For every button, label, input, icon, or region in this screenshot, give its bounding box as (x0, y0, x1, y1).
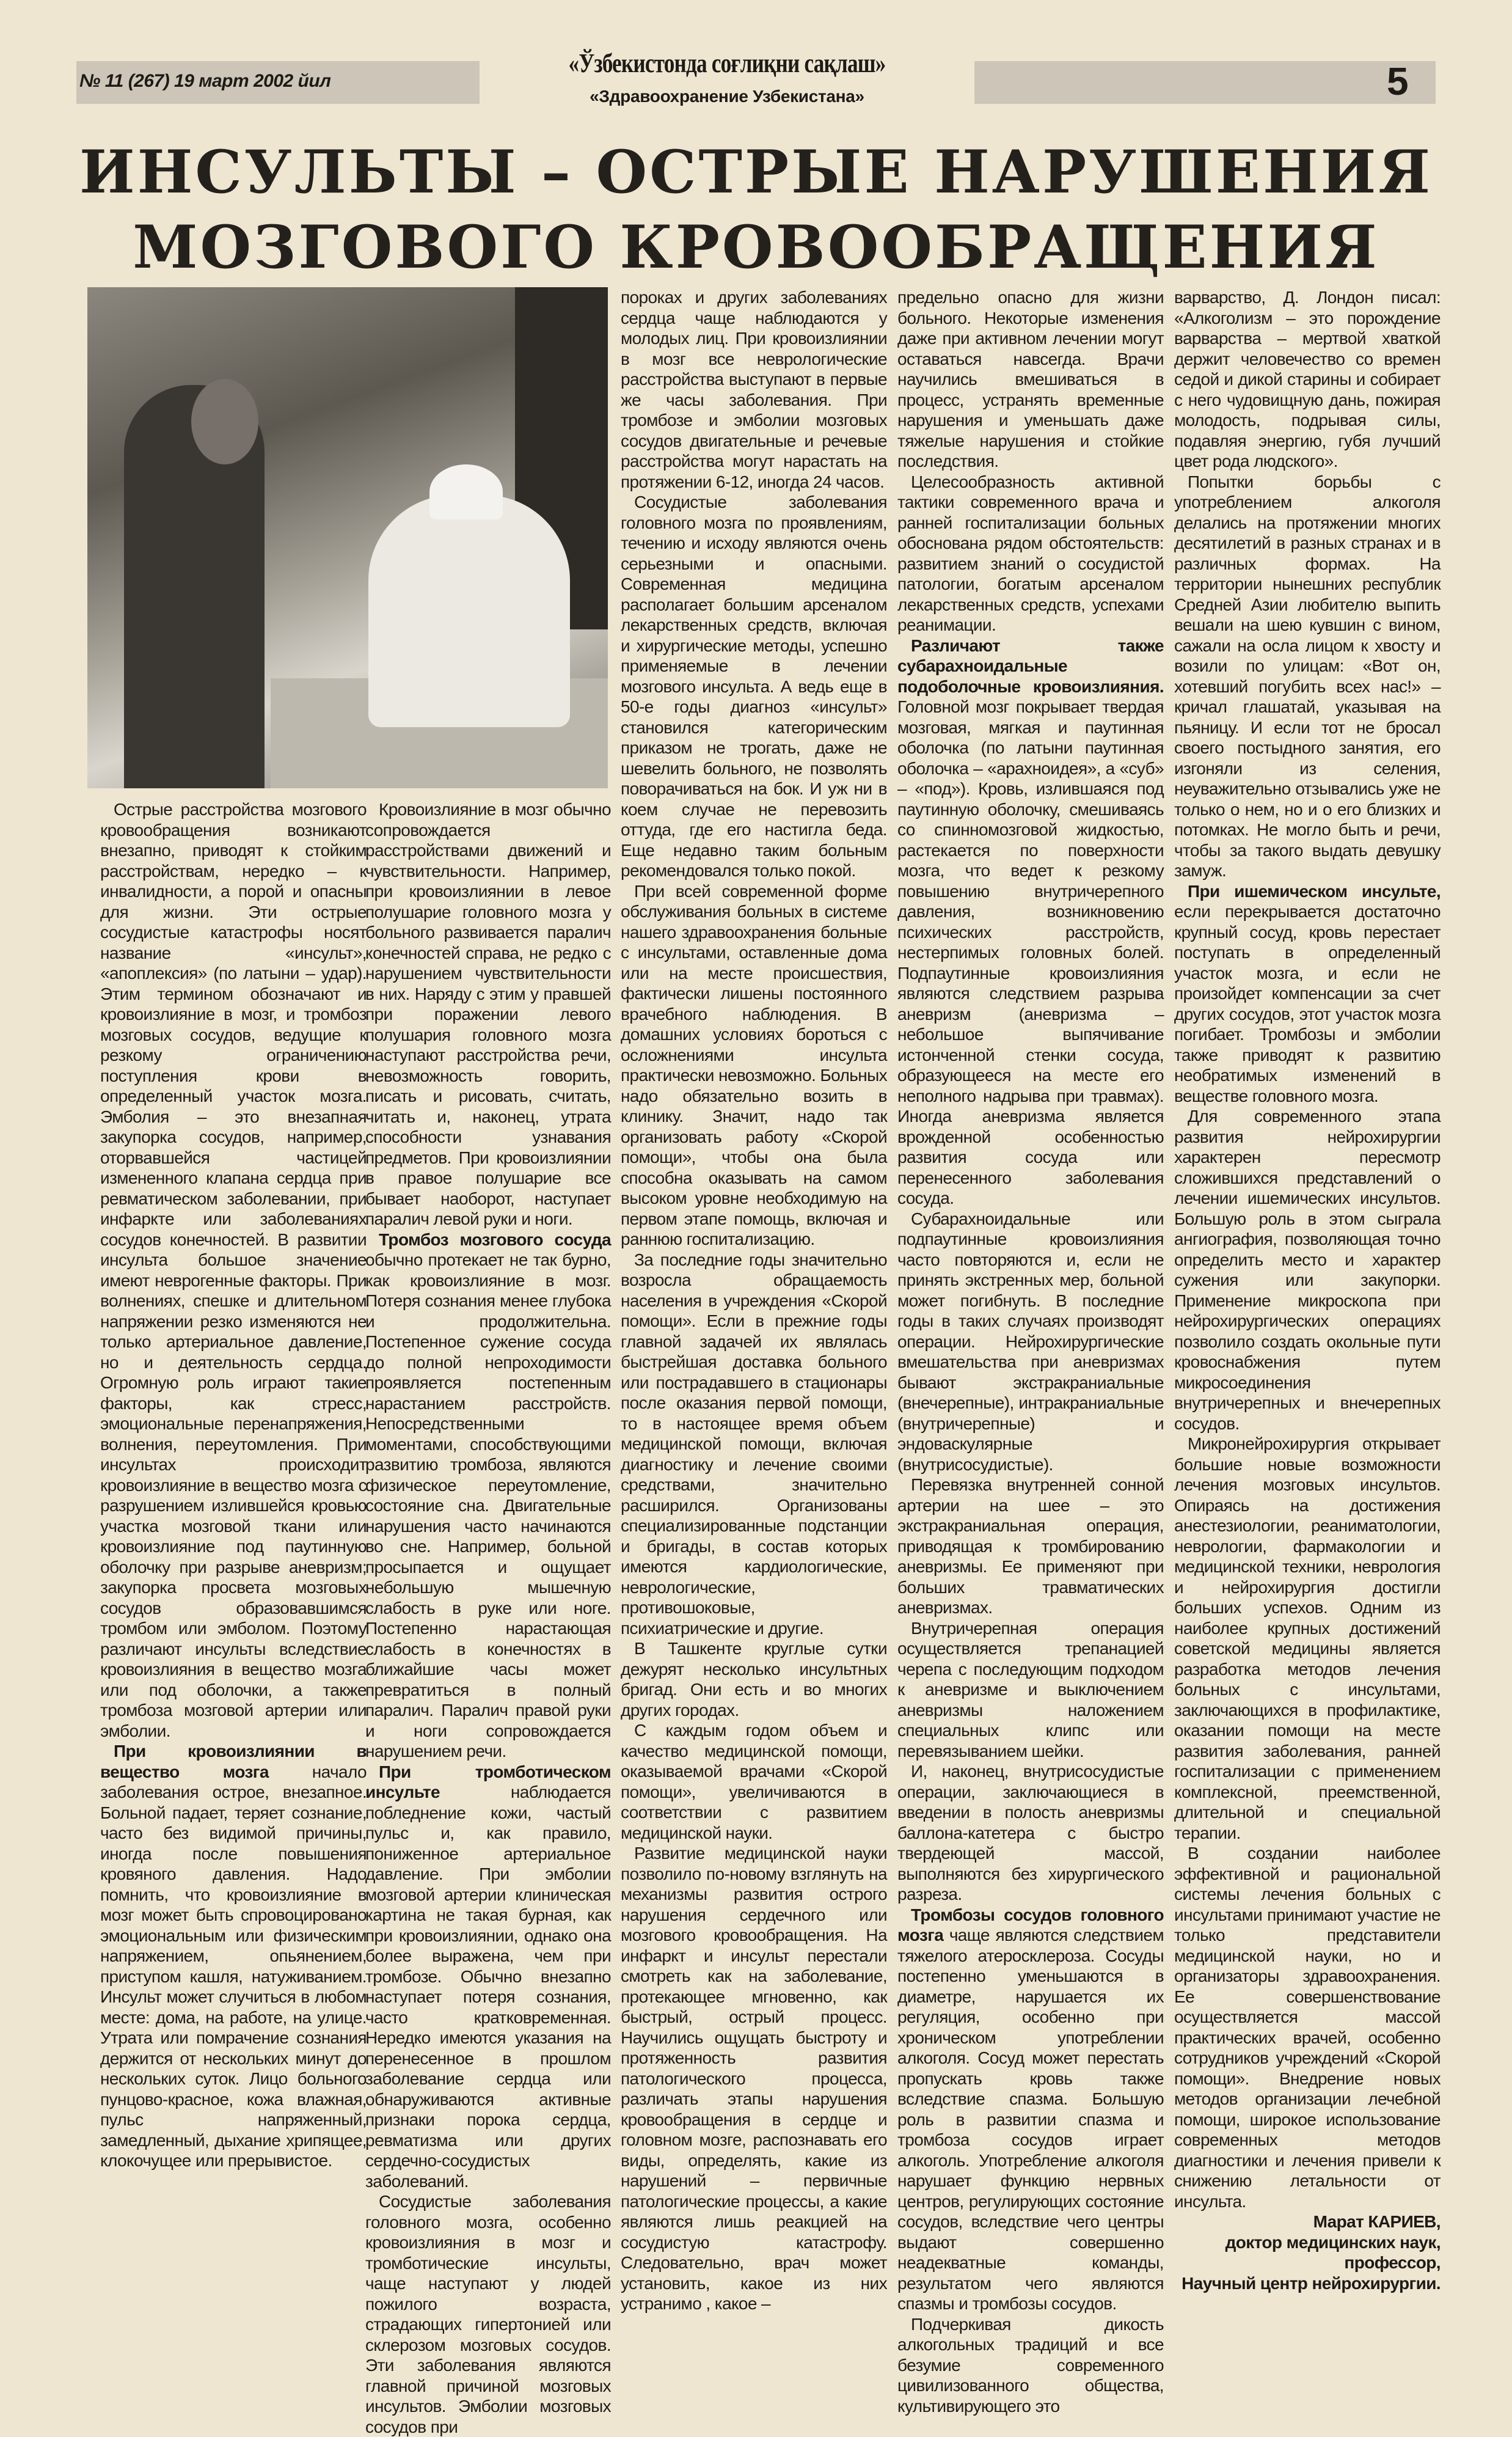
article-paragraph (897, 1761, 1164, 1905)
author-signature-line: доктор медицинских наук, профессор, (1225, 2232, 1441, 2272)
paragraph-text: чаще являются следствием тяжелого атеросклероза. Сосуды постепенно уменьшаются в диаметре, нарушается их регуляция, особенно при хроническом употреблении алкоголя. Сосуд может перестать пропускать кровь также вследствие спазма. Большую роль в развитии спазма и тромбоза сосудов играет алкоголь. Употребление алкоголя нарушает функцию нервных центров, регулирующих состояние сосудов, вследствие чего центры выдают совершенно неадекватные команды, результатом чего являются спазмы и тромбозы сосудов. (897, 1926, 1164, 2313)
masthead-uzbek: «Ўзбекистонда соғлиқни сақлаш» (568, 48, 886, 78)
article-paragraph (100, 799, 367, 1741)
article-paragraph (1174, 1843, 1441, 2212)
paragraph-text: Сосудистые заболевания головного мозга, особенно кровоизлияния в мозг и тромботические инсульты, чаще наступают у людей пожилого возраста, страдающих гипертонией или склерозом мозговых сосудов. Эти заболевания являются главной причиной мозговых инсультов. Эмболии мозговых сосудов при (365, 2192, 611, 2436)
article-paragraph (897, 1209, 1164, 1475)
paragraph-text: начало заболевания острое, внезапное. Больной падает, теряет сознание, часто без видимой причины, иногда после повышения кровяного давления. Надо помнить, что кровоизлияние в мозг может быть спровоцировано эмоциональным или физическим напряжением, опьянением, приступом кашля, натуживанием. Инсульт может случиться в любом месте: дома, на работе, на улице. Утрата или помрачение сознания держится от нескольких минут до нескольких суток. Лицо больного пунцово-красное, кожа влажная, пульс напряженный, замедленный, дыхание хрипящее, клокочущее или прерывистое. (100, 1762, 367, 2170)
paragraph-text: Головной мозг покрывает твердая мозговая, мягкая и паутинная оболочка (по латыни паутинная оболочка – «арахноидея», а «суб» – «под»). Кровь, излившаяся под паутинную оболочку, смешиваясь со спинномозговой жидкостью, растекается по поверхности мозга, что ведет к резкому повышению внутричерепного давления, возникновению психических расстройств, нестерпимых головных болей. Подпаутинные кровоизлияния являются следствием разрыва аневризм (аневризма – небольшое выпячивание истонченной стенки сосуда, образующееся на месте его неполного надрыва при травмах). Иногда аневризма является врожденной особенностью развития сосуда или перенесенного заболевания сосуда. (897, 697, 1164, 1208)
masthead-russian: «Здравоохранение Узбекистана» (590, 87, 864, 106)
paragraph-lead-bold: Тромбозы сосудов головного мозга (897, 1905, 1164, 1944)
paragraph-text: И, наконец, внутрисосудистые операции, заключающиеся в введении в полость аневризмы баллона-катетера с быстро твердеющей массой, выполняются без хирургического разреза. (897, 1762, 1164, 1904)
article-paragraph (365, 2191, 611, 2437)
paragraph-text: если перекрывается достаточно крупный сосуд, кровь перестает поступать в определенный участок мозга, и если не произойдет компенсации за счет других сосудов, этот участок мозга погибает. Тромбозы и эмболии также приводят к развитию необратимых изменений в веществе головного мозга. (1174, 902, 1441, 1105)
paragraph-text: варварство, Д. Лондон писал: «Алкоголизм – это порождение варварства – мертвой хваткой держит человечество со времен седой и дикой старины и собирает с него чудовищную дань, пожирая молодость, подрывая силы, подавляя энергию, губя лучший цвет рода людского». (1174, 288, 1441, 471)
article-paragraph (621, 1638, 887, 1720)
article-paragraph (621, 1250, 887, 1639)
paragraph-text: В Ташкенте круглые сутки дежурят несколько инсультных бригад. Они есть и во многих других городах. (621, 1639, 887, 1720)
article-paragraph (621, 1843, 887, 2314)
article-paragraph (1174, 287, 1441, 472)
article-paragraph (897, 1905, 1164, 2314)
paragraph-text: пороках и других заболеваниях сердца чаще наблюдаются у молодых лиц. При кровоизлиянии в мозг все неврологические расстройства выступают в первые же часы заболевания. При тромбозе и эмболии мозговых сосудов двигательные и речевые расстройства могут нарастать на протяжении 6-12, иногда 24 часов. (621, 288, 887, 491)
paragraph-text: Попытки борьбы с употреблением алкоголя делались на протяжении многих десятилетий в разных странах и в различных формах. На территории нынешних республик Средней Азии любителю выпить вешали на шею кувшин с вином, сажали на осла лицом к хвосту и возили по улицам: «Вот он, хотевший погубить всех нас!» – кричал глашатай, указывая на пьяницу. И если тот не бросал своего постыдного занятия, его изгоняли из селения, неуважительно отзывались уже не только о нем, но и о его близких и потомках. Не могло быть и речи, чтобы за такого выдать девушку замуж. (1174, 472, 1441, 880)
article-paragraph (897, 1618, 1164, 1762)
photo-doctor-cap (429, 464, 503, 519)
paragraph-text: В создании наиболее эффективной и рациональной системы лечения больных с инсультами принимают участие не только представители медицинской науки, но и организаторы здравоохранения. Ее совершенствование осуществляется массой практических врачей, особенно сотрудников учреждений «Скорой помощи». Внедрение новых методов организации лечебной помощи, широкое использование современных методов диагностики и лечения привели к снижению летальности от инсульта. (1174, 1844, 1441, 2211)
article-paragraph (621, 881, 887, 1250)
issue-date: № 11 (267) 19 март 2002 йил (79, 71, 331, 91)
article-paragraph (365, 1762, 611, 2192)
paragraph-text: При всей современной форме обслуживания больных в системе нашего здравоохранения больные с инсультами, оставленные дома или на месте происшествия, фактически лишены постоянного врачебного наблюдения. В домашних условиях бороться с осложнениями инсульта практически невозможно. Больных надо обязательно возить в клинику. Значит, надо так организовать работу «Скорой помощи», чтобы она была способна оказывать на самом высоком уровне необходимую на первом этапе помощь, включая и раннюю госпитализацию. (621, 881, 887, 1248)
photo-standing-man-head (191, 379, 258, 464)
paragraph-lead-bold: Различают также субарахноидальные подоболочные кровоизлияния. (897, 636, 1164, 696)
paragraph-lead-bold: Тромбоз мозгового сосуда (379, 1229, 611, 1249)
paragraph-lead-bold: При ишемическом инсульте, (1188, 881, 1441, 901)
paragraph-lead-bold: При тромботическом инсульте (365, 1762, 611, 1801)
paragraph-text: Кровоизлияние в мозг обычно сопровождается расстройствами движений и чувствительности. Например, при кровоизлиянии в левое полушарие головного мозга у больного развивается паралич конечностей справа, не редко с нарушением чувствительности в них. Наряду с этим у правшей при поражении левого полушария головного мозга наступают расстройства речи, невозможность говорить, писать и рисовать, считать, читать и, наконец, утрата способности узнавания предметов. При кровоизлиянии в правое полушарие все бывает наоборот, наступает паралич левой руки и ноги. (365, 800, 611, 1228)
paragraph-text: Перевязка внутренней сонной артерии на шее – это экстракраниальная операция, приводящая к тромбированию аневризмы. Ее применяют при больших травматических аневризмах. (897, 1475, 1164, 1617)
article-paragraph (365, 1229, 611, 1762)
article-photo (87, 287, 608, 788)
paragraph-text: Субарахноидальные или подпаутинные кровоизлияния часто повторяются и, если не принять экстренных мер, больной может погибнуть. В последние годы в таких случаях производят операции. Нейрохирургические вмешательства при аневризмах бывают экстракраниальные (внечерепные), интракраниальные (внутричерепные) и эндоваскулярные (внутрисосудистые). (897, 1209, 1164, 1474)
author-signature-line: Марат КАРИЕВ, (1313, 2212, 1441, 2231)
article-column-4 (897, 287, 1164, 2416)
article-paragraph (100, 1741, 367, 2171)
paragraph-text: Микронейрохирургия открывает большие новые возможности лечения мозговых инсультов. Опираясь на достижения анестезиологии, реаниматологии, неврологии, фармакологии и медицинской техники, неврология и нейрохирургия достигли больших успехов. Одним из наиболее крупных достижений советской медицины является разработка методов лечения больных с инсультами, заключающихся в профилактике, оказании помощи на месте развития заболевания, ранней госпитализации с применением комплексной, преемственной, длительной и специальной терапии. (1174, 1434, 1441, 1842)
paragraph-text: Сосудистые заболевания головного мозга по проявлениям, течению и исходу являются очень серьезными и опасными. Современная медицина располагает большим арсеналом лекарственных средств, включая и хирургические методы, успешно применяемые в лечении мозгового инсульта. А ведь еще в 50-е годы диагноз «инсульт» становился категорическим приказом не трогать, даже не шевелить больного, не позволять поворачиваться на бок. И уж ни в коем случае не перевозить оттуда, где его настигла беда. Еще недавно таким больным рекомендовался только покой. (621, 493, 887, 880)
paragraph-text: Для современного этапа развития нейрохирургии характерен пересмотр сложившихся представлений о лечении ишемических инсультов. Большую роль в этом сыграла ангиография, позволяющая точно определить место и характер сужения или закупорки. Применение микроскопа при нейрохирургических операциях позволило создать окольные пути кровоснабжения путем микросоединения внутричерепных и внечерепных сосудов. (1174, 1107, 1441, 1433)
page-number: 5 (1387, 59, 1409, 103)
article-paragraph (1174, 881, 1441, 1107)
article-paragraph (621, 287, 887, 492)
paragraph-text: обычно протекает не так бурно, как кровоизлияние в мозг. Потеря сознания менее глубока и продолжительна. Постепенное сужение сосуда до полной непроходимости проявляется постепенным нарастанием расстройств. Непосредственными моментами, способствующими развитию тромбоза, являются физическое переутомление, состояние сна. Двигательные нарушения часто начинаются во сне. Например, больной просыпается и ощущает небольшую мышечную слабость в руке или ноге. Постепенно нарастающая слабость в конечностях в ближайшие часы может превратиться в полный паралич. Паралич правой руки и ноги сопровождается нарушением речи. (365, 1250, 611, 1761)
paragraph-text: предельно опасно для жизни больного. Некоторые изменения даже при активном лечении могут оставаться навсегда. Врачи научились вмешиваться в процесс, устранять временные нарушения и уменьшать даже тяжелые нарушения и стойкие последствия. (897, 288, 1164, 471)
article-paragraph (897, 636, 1164, 1209)
paragraph-text: наблюдается побледнение кожи, частый пульс и, как правило, пониженное артериальное давление. При эмболии мозговой артерии клиническая картина не такая бурная, как при кровоизлиянии, однако она более выражена, чем при тромбозе. Обычно внезапно наступает потеря сознания, часто кратковременная. Нередко имеются указания на перенесенное в прошлом заболевание сердца или обнаруживаются активные признаки порока сердца, ревматизма или других сердечно-сосудистых заболеваний. (365, 1783, 611, 2191)
article-paragraph (897, 472, 1164, 636)
article-paragraph (1174, 472, 1441, 881)
paragraph-text: Развитие медицинской науки позволило по-новому взглянуть на механизмы развития острого нарушения сердечного или мозгового кровообращения. На инфаркт и инсульт перестали смотреть как на заболевание, протекающее мгновенно, как быстрый, острый процесс. Научились ощущать быстроту и протяженность развития патологического процесса, различать этапы нарушения кровообращения в сердце и головном мозге, распознавать его виды, определять, какие из нарушений – первичные патологические процессы, а какие являются лишь реакцией на сосудистую катастрофу. Следовательно, врач может установить, какое из них устранимо , какое – (621, 1844, 887, 2313)
article-paragraph (1174, 1434, 1441, 1843)
author-signature-line: Научный центр нейрохирургии. (1181, 2273, 1441, 2293)
article-paragraph (621, 1720, 887, 1843)
photo-seated-doctor (368, 495, 570, 727)
paragraph-text: С каждым годом объем и качество медицинской помощи, оказываемой врачами «Скорой помощи», увеличиваются в соответствии с развитием медицинской науки. (621, 1721, 887, 1842)
paragraph-lead-bold: При кровоизлиянии в вещество мозга (100, 1742, 367, 1781)
article-title-line-1: ИНСУЛЬТЫ – ОСТРЫЕ НАРУШЕНИЯ (79, 137, 1433, 207)
article-title-line-2: МОЗГОВОГО КРОВООБРАЩЕНИЯ (133, 213, 1379, 282)
article-paragraph (897, 1475, 1164, 1618)
article-paragraph (897, 287, 1164, 472)
paragraph-text: Подчеркивая дикость алкогольных традиций и все безумие современного цивилизованного общества, культивирующего это (897, 2314, 1164, 2416)
article-column-2 (365, 799, 611, 2437)
article-paragraph (621, 492, 887, 881)
header-bar-right (974, 61, 1436, 104)
article-column-1 (100, 799, 367, 2171)
article-paragraph (897, 2314, 1164, 2417)
paragraph-text: Внутричерепная операция осуществляется трепанацией черепа с последующим подходом к аневризме и выключением аневризмы наложением специальных клипс или перевязыванием шейки. (897, 1618, 1164, 1761)
paragraph-text: За последние годы значительно возросла обращаемость населения в учреждения «Скорой помощи». Если в прежние годы главной задачей их являлась быстрейшая доставка больного или пострадавшего в стационары после оказания первой помощи, то в настоящее время объем медицинской помощи, включая диагностику и лечение своими средствами, значительно расширился. Организованы специализированные подстанции и бригады, в состав которых имеются кардиологические, неврологические, противошоковые, психиатрические и другие. (621, 1250, 887, 1638)
article-paragraph (365, 799, 611, 1229)
article-column-5 (1174, 287, 1441, 2293)
article-paragraph (1174, 1106, 1441, 1434)
paragraph-text: Целесообразность активной тактики современного врача и ранней госпитализации больных обоснована рядом обстоятельств: развитием знаний о сосудистой патологии, богатым арсеналом лекарственных средств, успехами реанимации. (897, 472, 1164, 634)
article-column-3 (621, 287, 887, 2314)
paragraph-text: Острые расстройства мозгового кровообращения возникают внезапно, приводят к стойким расстройствам, нередко – к инвалидности, а порой и опасны для жизни. Эти острые сосудистые катастрофы носят название «инсульт», «апоплексия» (по латыни – удар). Этим термином обозначают и кровоизлияние в мозг, и тромбоз мозговых сосудов, ведущие к резкому ограничению поступления крови в определенный участок мозга. Эмболия – это внезапная закупорка сосудов, например, оторвавшейся частицей измененного клапана сердца при ревматическом заболевании, при инфаркте или заболеваниях сосудов конечностей. В развитии инсульта большое значение имеют неврогенные факторы. При волнениях, спешке и длительном напряжении резко изменяются не только артериальное давление, но и деятельность сердца. Огромную роль играют такие факторы, как стресс, эмоциональные перенапряжения, волнения, переутомления. При инсультах происходит кровоизлияние в вещество мозга с разрушением излившейся кровью участка мозговой ткани или кровоизлияние под паутинную оболочку при разрыве аневризм; закупорка просвета мозговых сосудов образовавшимся тромбом или эмболом. Поэтому различают инсульты вследствие кровоизлияния в вещество мозга или под оболочки, а также тромбоза мозговой артерии или эмболии. (100, 800, 367, 1740)
